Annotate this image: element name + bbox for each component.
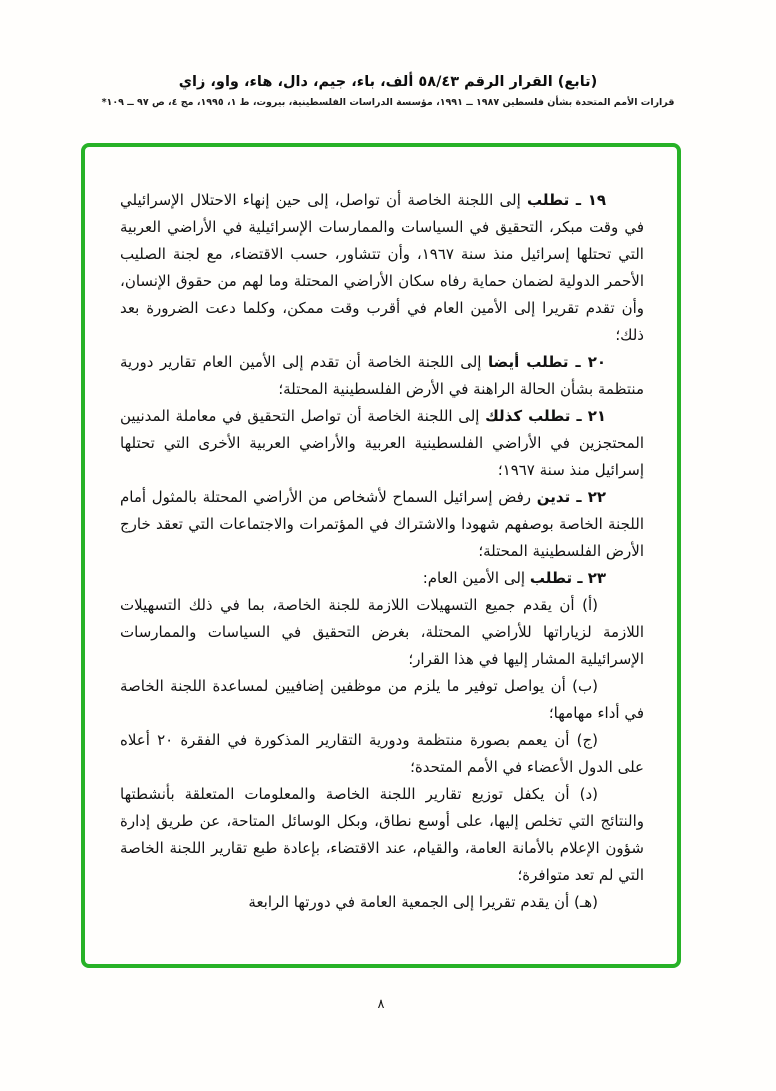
clause-text: رفض إسرائيل السماح لأشخاص من الأراضي المحتلة بالمثول أمام اللجنة الخاصة بوصفهم شهودا والاشتراك في المؤتمرات والاجتماعات التي تعقد خارج الأرض الفلسطينية المحتلة؛ <box>120 488 644 560</box>
subclause-text: أن يعمم بصورة منتظمة ودورية التقارير المذكورة في الفقرة ٢٠ أعلاه على الدول الأعضاء في الأمم المتحدة؛ <box>120 731 644 776</box>
clause-lead: ٢١ ـ تطلب كذلك <box>485 407 607 425</box>
clause-20 <box>120 349 644 403</box>
clause-lead: ١٩ ـ تطلب <box>526 191 606 209</box>
subclause-text: أن يواصل توفير ما يلزم من موظفين إضافيين لمساعدة اللجنة الخاصة في أداء مهامها؛ <box>120 677 644 722</box>
clause-22 <box>120 484 644 565</box>
resolution-text <box>120 187 644 916</box>
clause-21 <box>120 403 644 484</box>
document-title: (تابع) القرار الرقم ٥٨/٤٣ ألف، باء، جيم، دال، هاء، واو، زاي <box>178 74 598 90</box>
subclause-marker: (أ) <box>582 596 598 614</box>
clause-text: إلى اللجنة الخاصة أن تقدم إلى الأمين العام تقارير دورية منتظمة بشأن الحالة الراهنة في الأرض الفلسطينية المحتلة؛ <box>120 353 644 398</box>
document-source-line: قرارات الأمم المتحدة بشأن فلسطين ١٩٨٧ ــ ١٩٩١، مؤسسة الدراسات الفلسطينية، بيروت، ط ١، ١٩٩٥، مج ٤، ص ٩٧ ــ ١٠٩* <box>101 97 675 108</box>
clause-text: إلى اللجنة الخاصة أن تواصل التحقيق في معاملة المدنيين المحتجزين في الأراضي الفلسطينية العربية والأراضي العربية الأخرى التي تحتلها إسرائيل منذ سنة ١٩٦٧؛ <box>120 407 644 479</box>
subclause-text: أن يقدم تقريرا إلى الجمعية العامة في دورتها الرابعة <box>248 893 574 911</box>
subclause-c <box>120 727 644 781</box>
subclause-marker: (د) <box>579 785 598 803</box>
clause-lead: ٢٠ ـ تطلب أيضا <box>488 353 606 371</box>
page-number: ٨ <box>377 997 385 1012</box>
subclause-marker: (هـ) <box>573 893 598 911</box>
clause-text: إلى الأمين العام: <box>422 569 530 587</box>
subclause-a <box>120 592 644 673</box>
document-header <box>0 74 776 108</box>
clause-23 <box>120 565 644 592</box>
subclause-d <box>120 781 644 889</box>
subclause-text: أن يكفل توزيع تقارير اللجنة الخاصة والمعلومات المتعلقة بأنشطتها والنتائج التي تخلص إليها، على أوسع نطاق، وبكل الوسائل المتاحة، عن طريق إدارة شؤون الإعلام بالأمانة العامة، والقيام، عند الاقتضاء، بإعادة طبع تقارير اللجنة الخاصة التي لم تعد متوافرة؛ <box>120 785 644 884</box>
subclause-marker: (ب) <box>572 677 598 695</box>
subclause-b <box>120 673 644 727</box>
clause-19 <box>120 187 644 349</box>
subclause-text: أن يقدم جميع التسهيلات اللازمة للجنة الخاصة، بما في ذلك التسهيلات اللازمة لزياراتها للأراضي المحتلة، بغرض التحقيق في السياسات والممارسات الإسرائيلية المشار إليها في هذا القرار؛ <box>120 596 644 668</box>
clause-lead: ٢٣ ـ تطلب <box>529 569 606 587</box>
content-frame <box>81 143 681 968</box>
subclause-marker: (ج) <box>576 731 598 749</box>
clause-lead: ٢٢ ـ تدين <box>536 488 607 506</box>
clause-text: إلى اللجنة الخاصة أن تواصل، إلى حين إنهاء الاحتلال الإسرائيلي في وقت مبكر، التحقيق في السياسات والممارسات الإسرائيلية في الأراضي العربية التي تحتلها إسرائيل منذ سنة ١٩٦٧، وأن تتشاور، حسب الاقتضاء، مع لجنة الصليب الأحمر الدولية لضمان حماية رفاه سكان الأراضي المحتلة وما لهم من حقوق الإنسان، وأن تقدم تقريرا إلى الأمين العام في أقرب وقت ممكن، وكلما دعت الضرورة بعد ذلك؛ <box>120 191 644 344</box>
subclause-e <box>120 889 644 916</box>
